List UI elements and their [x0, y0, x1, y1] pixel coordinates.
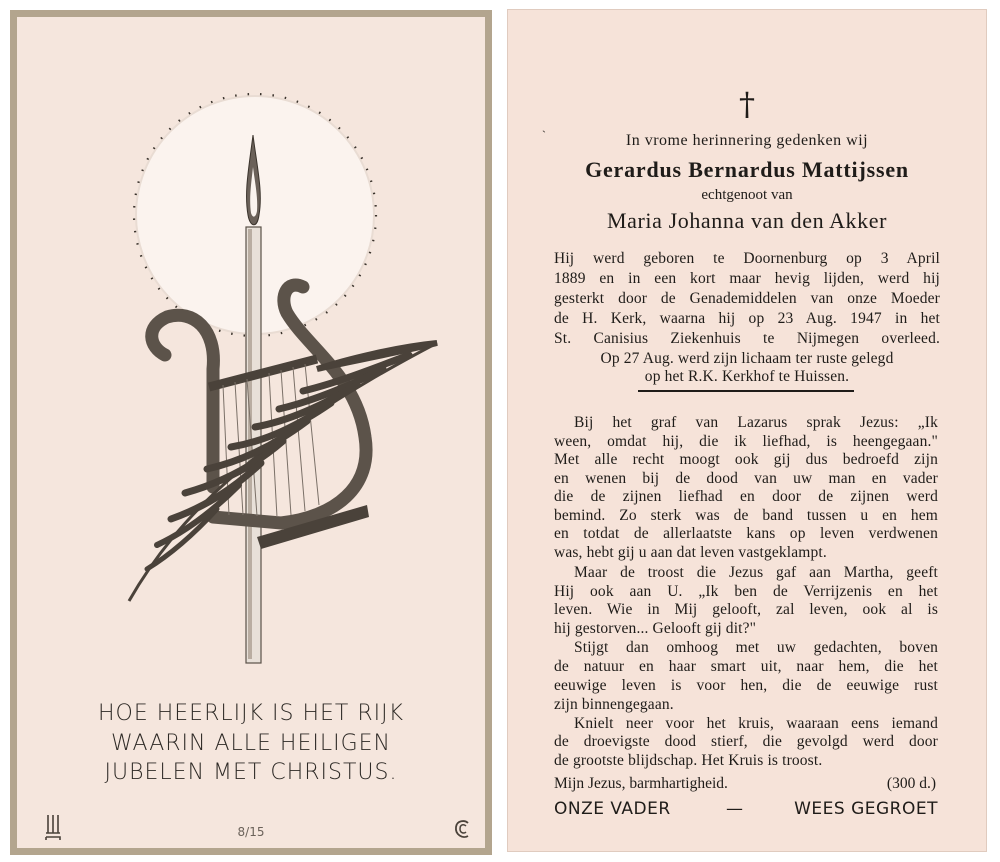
bio-line: gesterkt door de Genademiddelen van onze Moeder [554, 290, 940, 307]
print-number: 8/15 [237, 825, 265, 839]
prayer-line: de grootste blijdschap. Het Kruis is troost. [554, 752, 823, 769]
back-card [508, 10, 986, 851]
deceased-name: Gerardus Bernardus Mattijssen [585, 157, 909, 182]
prayer-line: en wenen bij de dood van uw man en vader [554, 470, 938, 487]
prayer-line: Maar de troost die Jezus gaf aan Martha, geeft [574, 564, 938, 581]
prayer-line: en totdat de allerlaatste kans op leven verdwenen [554, 525, 938, 542]
bio-line: Hij werd geboren te Doornenburg op 3 April [554, 250, 940, 267]
spouse-name: Maria Johanna van den Akker [606, 208, 888, 233]
prayer-line: Stijgt dan omhoog met uw gedachten, boven [574, 639, 938, 656]
margin-mark: ` [542, 128, 546, 142]
prayer-line: de droevigste dood stierf, die gevolgd werd door [554, 733, 938, 750]
bio-line: de H. Kerk, waarna hij op 23 Aug. 1947 in het [554, 310, 940, 327]
lyre-left-arm [152, 315, 214, 487]
bio-line: op het R.K. Kerkhof te Huissen. [644, 368, 850, 385]
verse-line: JUBELEN MET CHRISTUS. [104, 760, 398, 785]
prayer-line: leven. Wie in Mij gelooft, zal leven, ook al is [554, 601, 938, 618]
prayer-line: bemind. Zo sterk was de band tussen u en hem [554, 507, 938, 524]
prayer-line: Hij ook aan U. „Ik ben de Verrijzenis en het [554, 583, 938, 600]
verse-line: HOE HEERLIJK IS HET RIJK [97, 701, 405, 726]
indulgence-prayer: Mijn Jezus, barmhartigheid. [554, 775, 728, 792]
prayer-line: hij gestorven... Gelooft gij dit?" [554, 620, 757, 637]
prayer-line: was, hebt gij u aan dat leven vastgeklampt. [554, 544, 827, 561]
prayer-line: de natuur en haar smart uit, naar hem, die het [554, 658, 938, 675]
printer-mark-icon [453, 819, 471, 841]
bio-line: Op 27 Aug. werd zijn lichaam ter ruste gelegd [600, 350, 894, 367]
front-card [17, 17, 485, 848]
spouse-intro: echtgenoot van [701, 187, 793, 203]
closing-hail-mary: WEES GEGROET [794, 799, 938, 819]
lyre-crossbar [209, 359, 317, 387]
prayer-line: eeuwige leven is voor hen, die de eeuwige rust [554, 677, 938, 694]
palm-stem [129, 343, 437, 601]
indulgence-days: (300 d.) [886, 775, 936, 792]
prayer-line: ween, omdat hij, die ik liefhad, is heengegaan." [554, 433, 938, 450]
cross-icon: † [739, 85, 755, 123]
prayer-line: die de zijnen liefhad en door de zijnen werd [554, 488, 938, 505]
closing-our-father: ONZE VADER [554, 799, 671, 819]
closing-dash: — [726, 799, 744, 819]
prayer-line: Bij het graf van Lazarus sprak Jezus: „Ik [574, 414, 938, 431]
memorial-intro: In vrome herinnering gedenken wij [625, 132, 869, 149]
prayer-line: zijn binnengegaan. [554, 696, 674, 713]
front-card-border [10, 10, 492, 855]
bio-line: 1889 en in een kort maar hevig lijden, werd hij [554, 270, 940, 287]
prayer-line: Knielt neer voor het kruis, waaraan eens iemand [574, 715, 938, 732]
prayer-line: Met alle recht moogt ook gij dus bedroefd zijn [554, 451, 938, 468]
bio-line: St. Canisius Ziekenhuis te Nijmegen overleed. [554, 330, 940, 347]
divider [638, 390, 854, 392]
candle-lyre-palm-illustration [17, 17, 485, 697]
verse-line: WAARIN ALLE HEILIGEN [110, 731, 392, 756]
